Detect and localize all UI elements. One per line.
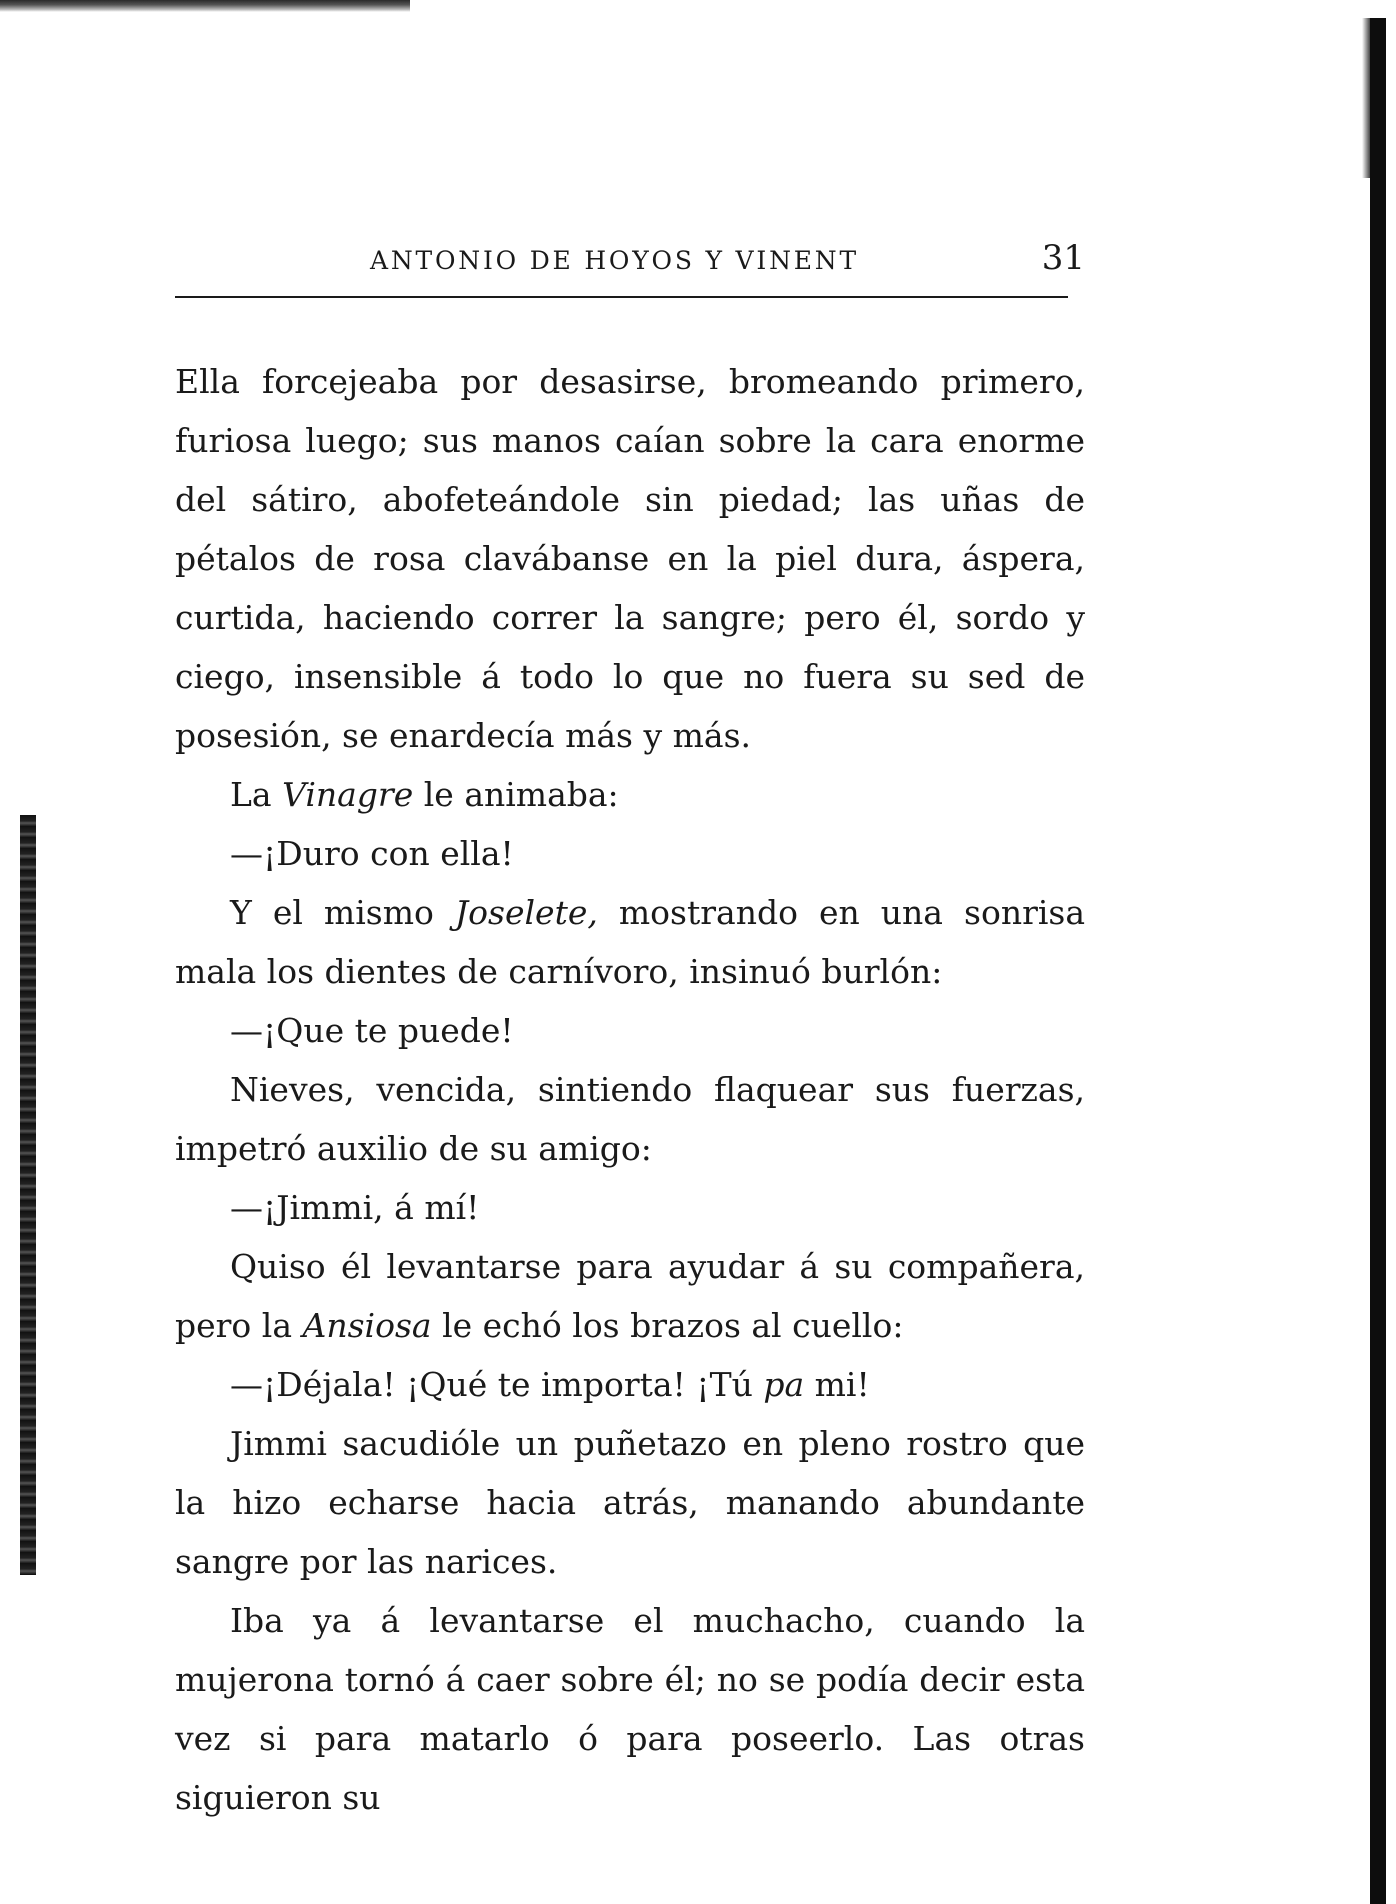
scan-top-edge xyxy=(0,0,410,12)
running-head xyxy=(175,238,1085,298)
paragraph: Y el mismo Joselete, mostrando en una sonrisa mala los dientes de carnívoro, insinuó burlón: xyxy=(175,893,1086,991)
italic-name: Joselete, xyxy=(454,893,598,932)
dialogue-line: —¡Duro con ella! xyxy=(230,834,514,873)
page-number: 31 xyxy=(1041,238,1085,278)
dialogue-line: —¡Jimmi, á mí! xyxy=(230,1188,480,1227)
paragraph: Jimmi sacudióle un puñetazo en pleno rostro que la hizo echarse hacia atrás, manando abundante sangre por las narices. xyxy=(175,1424,1085,1581)
dialogue-line: —¡Que te puede! xyxy=(230,1011,514,1050)
scan-right-edge xyxy=(1370,18,1386,1904)
running-title: ANTONIO DE HOYOS Y VINENT xyxy=(370,246,859,275)
italic-word: pa xyxy=(763,1365,805,1404)
body-text xyxy=(175,352,1085,1827)
italic-name: Ansiosa xyxy=(302,1306,432,1345)
paragraph: Iba ya á levantarse el muchacho, cuando la mujerona tornó á caer sobre él; no se podía decir esta vez si para matarlo ó para poseerlo. Las otras siguieron su xyxy=(175,1601,1085,1817)
dialogue-line: —¡Déjala! ¡Qué te importa! ¡Tú pa mi! xyxy=(230,1365,870,1404)
header-rule xyxy=(175,296,1068,298)
paragraph: Quiso él levantarse para ayudar á su compañera, pero la Ansiosa le echó los brazos al cuello: xyxy=(175,1247,1085,1345)
scan-left-edge xyxy=(20,815,36,1575)
italic-name: Vinagre xyxy=(282,775,414,814)
paragraph: Ella forcejeaba por desasirse, bromeando primero, furiosa luego; sus manos caían sobre la cara enorme del sátiro, abofeteándole sin piedad; las uñas de pétalos de rosa clavábanse en la piel dura, áspera, curtida, haciendo correr la sangre; pero él, sordo y ciego, insensible á todo lo que no fuera su sed de posesión, se enardecía más y más. xyxy=(175,362,1085,755)
paragraph: Nieves, vencida, sintiendo flaquear sus fuerzas, impetró auxilio de su amigo: xyxy=(175,1070,1085,1168)
paragraph: La Vinagre le animaba: xyxy=(230,775,619,814)
